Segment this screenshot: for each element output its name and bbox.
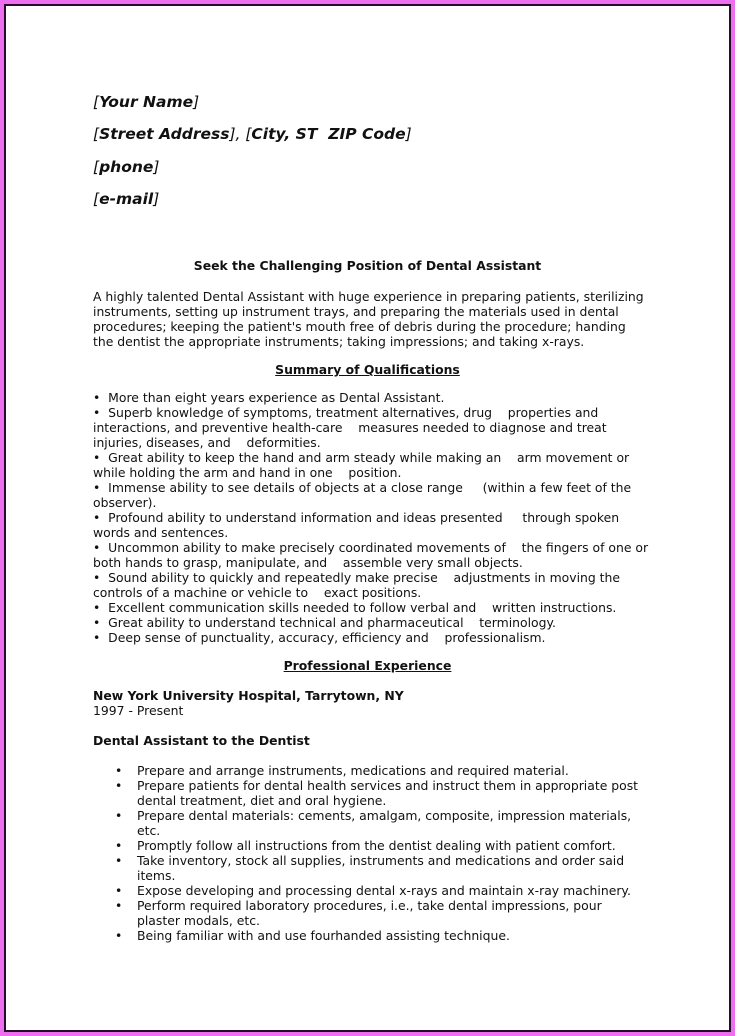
qualification-line: • Uncommon ability to make precisely coordinated movements of the fingers of one or [93,540,649,555]
bullet-icon: • [115,838,123,853]
summary-line: the dentist the appropriate instruments; taking impressions; and taking x-rays. [93,334,585,349]
experience-heading: Professional Experience [283,658,452,673]
duty-line: Perform required laboratory procedures, i.e., take dental impressions, pour • [115,898,602,913]
qualification-line: • Great ability to understand technical and pharmaceutical terminology. [93,615,556,630]
qualification-line: • Great ability to keep the hand and arm steady while making an arm movement or [93,450,630,465]
duty-line: Prepare and arrange instruments, medications and required material. • [115,763,569,778]
qualification-line: • Deep sense of punctuality, accuracy, efficiency and professionalism. [93,630,546,645]
bullet-icon: • [115,898,123,913]
duty-line: items. [137,868,176,883]
duty-item [93,763,638,778]
duty-item [93,838,638,853]
bullet-icon: • [115,853,123,868]
qualification-line: injuries, diseases, and deformities. [93,435,321,450]
duty-item [93,808,638,838]
qualification-line: observer). [93,495,157,510]
qualification-line: controls of a machine or vehicle to exact positions. [93,585,422,600]
duty-line: Expose developing and processing dental x-rays and maintain x-ray machinery. • [115,883,631,898]
qualification-line: • Immense ability to see details of objects at a close range (within a few feet of the [93,480,632,495]
qualification-line: • Excellent communication skills needed to follow verbal and written instructions. [93,600,617,615]
bullet-icon: • [115,808,123,823]
job-title: Dental Assistant to the Dentist [93,733,310,748]
duty-line: Prepare dental materials: cements, amalgam, composite, impression materials, • [115,808,632,823]
bullet-icon: • [115,778,123,793]
contact-phone: [phone] [93,158,160,176]
contact-name: [Your Name] [93,93,200,111]
duty-line: Prepare patients for dental health services and instruct them in appropriate post • [115,778,639,793]
qualification-line: • More than eight years experience as Dental Assistant. [93,390,445,405]
employer: New York University Hospital, Tarrytown, NY [93,688,404,703]
qualifications-heading: Summary of Qualifications [275,362,460,377]
duty-item [93,883,638,898]
summary-line: instruments, setting up instrument trays, and preparing the materials used in dental [93,304,619,319]
qualifications-list [93,390,648,645]
summary-line: procedures; keeping the patient's mouth free of debris during the procedure; handing [93,319,626,334]
duty-line: Take inventory, stock all supplies, instruments and medications and order said • [115,853,625,868]
duty-line: Being familiar with and use fourhanded assisting technique. • [115,928,510,943]
duty-item [93,853,638,883]
summary-line: A highly talented Dental Assistant with huge experience in preparing patients, sterilizing [93,289,644,304]
qualification-line: while holding the arm and hand in one position. [93,465,402,480]
objective-title: Seek the Challenging Position of Dental Assistant [193,258,542,273]
bullet-icon: • [115,763,123,778]
duty-line: Promptly follow all instructions from the dentist dealing with patient comfort. • [115,838,616,853]
duty-line: plaster modals, etc. [137,913,260,928]
bullet-icon: • [115,928,123,943]
summary-paragraph [93,289,644,349]
duty-item [93,928,638,943]
qualification-line: • Profound ability to understand information and ideas presented through spoken [93,510,620,525]
employment-dates: 1997 - Present [93,703,184,718]
qualification-line: both hands to grasp, manipulate, and assemble very small objects. [93,555,523,570]
contact-address: [Street Address], [City, ST ZIP Code] [93,125,412,143]
qualification-line: interactions, and preventive health-care measures needed to diagnose and treat [93,420,607,435]
qualification-line: • Sound ability to quickly and repeatedly make precise adjustments in moving the [93,570,621,585]
duty-line: etc. [137,823,161,838]
contact-email: [e-mail] [93,190,160,208]
duty-item [93,778,638,808]
bullet-icon: • [115,883,123,898]
duty-line: dental treatment, diet and oral hygiene. [137,793,387,808]
qualification-line: • Superb knowledge of symptoms, treatment alternatives, drug properties and [93,405,599,420]
duty-item [93,898,638,928]
duties-list [93,763,638,943]
qualification-line: words and sentences. [93,525,229,540]
